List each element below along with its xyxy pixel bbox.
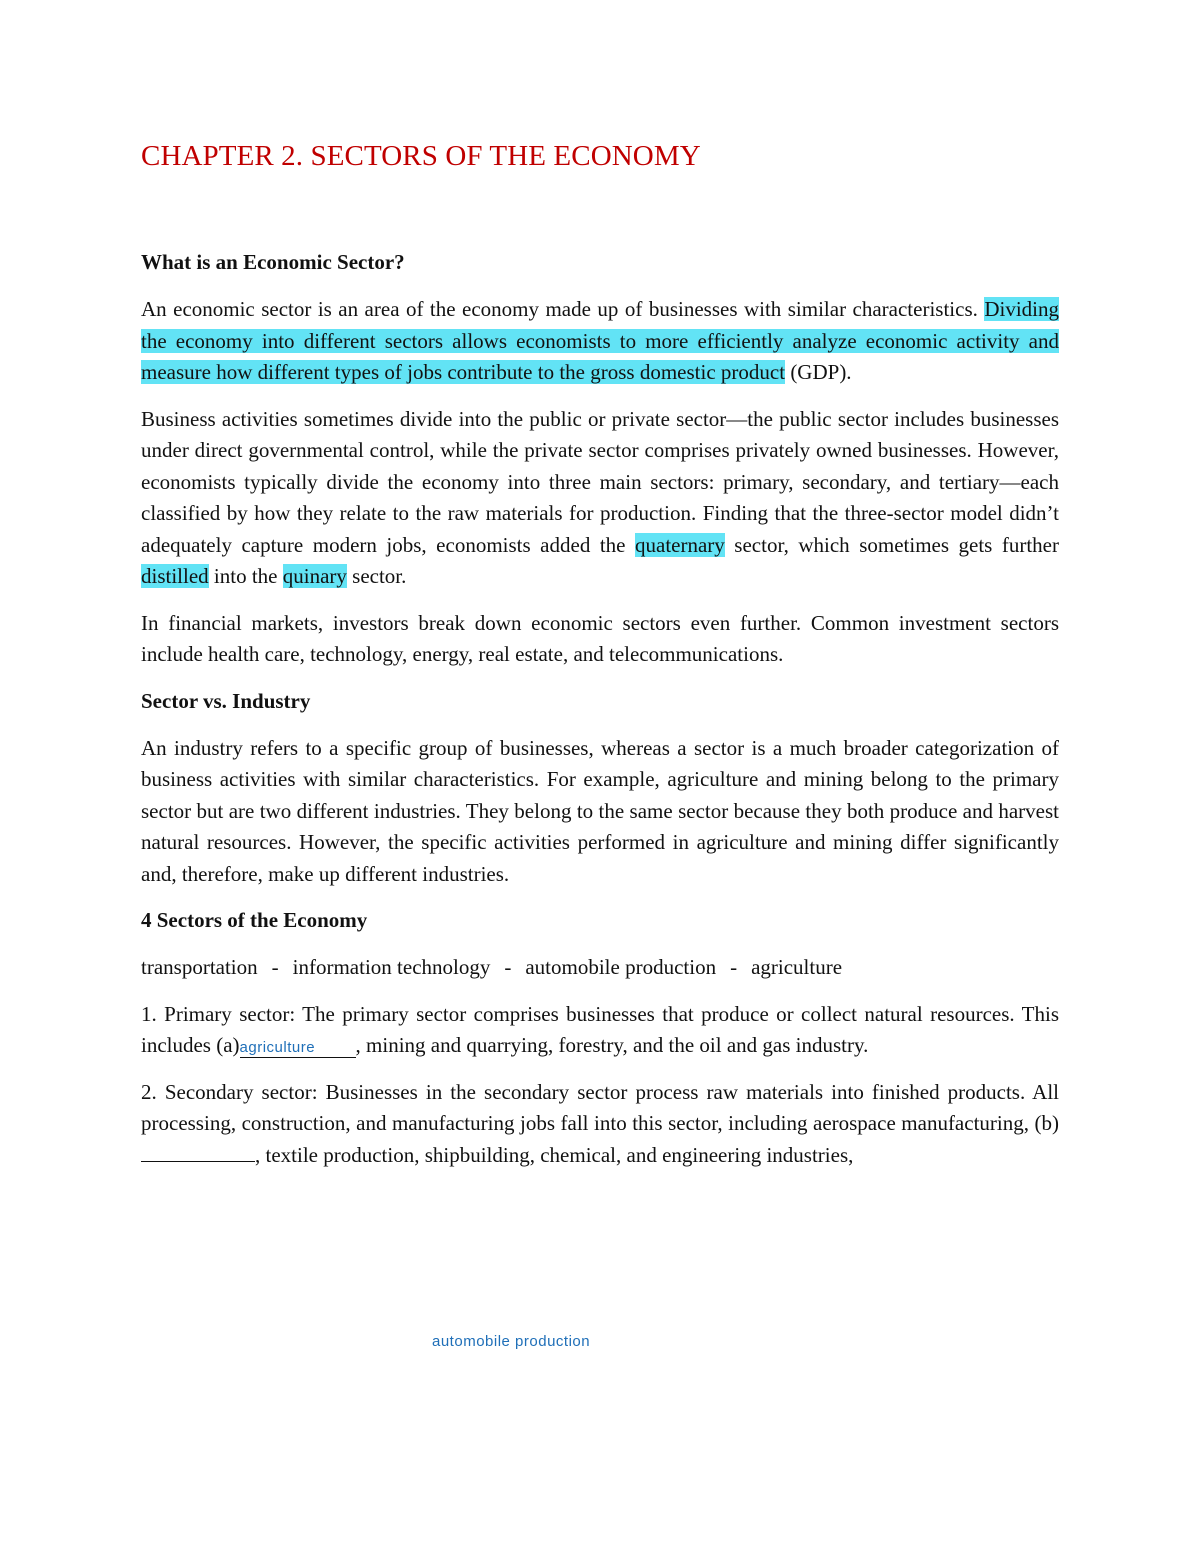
exercise-item-secondary [141,1077,1059,1172]
paragraph-public-private [141,404,1059,593]
word-bank-item: automobile production [525,955,717,979]
word-bank-item: transportation [141,955,258,979]
highlighted-word-distilled: distilled [141,564,209,588]
text-run: An economic sector is an area of the economy made up of businesses with similar characteristics. [141,297,985,321]
text-run: , mining and quarrying, forestry, and the oil and gas industry. [355,1033,869,1057]
highlighted-word-quinary: quinary [282,564,347,588]
chapter-title: CHAPTER 2. SECTORS OF THE ECONOMY [141,140,701,172]
section-heading-sector-vs-industry: Sector vs. Industry [141,688,311,713]
document-page [141,140,1059,1186]
text-run: 2. Secondary sector: Businesses in the secondary sector process raw materials into finished products. All processing, construction, and manufacturing jobs fall into this sector, including aerospace manufacturing, (b) [141,1079,1059,1135]
paragraph-definition [141,294,1059,389]
section-heading-economic-sector: What is an Economic Sector? [141,250,405,274]
highlighted-word-quaternary: quaternary [635,532,725,557]
text-run: sector. [346,564,407,588]
handwritten-answer-a: agriculture [239,1039,316,1056]
text-run: sector, which sometimes gets further [724,532,1059,557]
text-run: into the [208,564,283,588]
text-run: Business activities sometimes divide into the public or private sector—the public sector includes businesses under direct governmental control, while the private sector comprises privately owned businesses. However, economists typically divide the economy into three main sectors: primary, secondary, and tertiary—each classified by how they relate to the raw materials for production. Finding that the three-sector model didn’t adequately capture modern jobs, economists added the [141,406,1059,557]
word-bank-item: information technology [292,955,491,979]
handwritten-answer-b: automobile production [432,1333,591,1350]
text-run: , textile production, shipbuilding, chemical, and engineering industries, [255,1142,854,1167]
word-separator: - [271,955,279,979]
paragraph-industry: An industry refers to a specific group of businesses, whereas a sector is a much broader categorization of business activities with similar characteristics. For example, agriculture and mining belong to the primary sector but are two different industries. They belong to the same sector because they both produce and harvest natural resources. However, the specific activities performed in agriculture and mining differ significantly and, therefore, make up different industries. [141,735,1059,886]
word-separator: - [504,955,512,979]
word-bank [141,952,1059,984]
answer-blank-b[interactable] [141,1145,255,1162]
section-heading-four-sectors: 4 Sectors of the Economy [141,908,368,932]
paragraph-financial-markets: In financial markets, investors break down economic sectors even further. Common investment sectors include health care, technology, energy, real estate, and telecommunications. [141,610,1059,666]
answer-blank-a[interactable] [240,1036,356,1058]
word-separator: - [730,955,738,979]
highlighted-text: Dividing the economy into different sectors allows economists to more efficiently analyze economic activity and measure how different types of jobs contribute to the gross domestic product [141,297,1059,384]
word-bank-item: agriculture [751,955,843,979]
text-run: 1. Primary sector: The primary sector comprises businesses that produce or collect natural resources. This includes (a) [141,1001,1059,1057]
text-run: (GDP). [785,360,852,384]
exercise-item-primary [141,999,1059,1062]
